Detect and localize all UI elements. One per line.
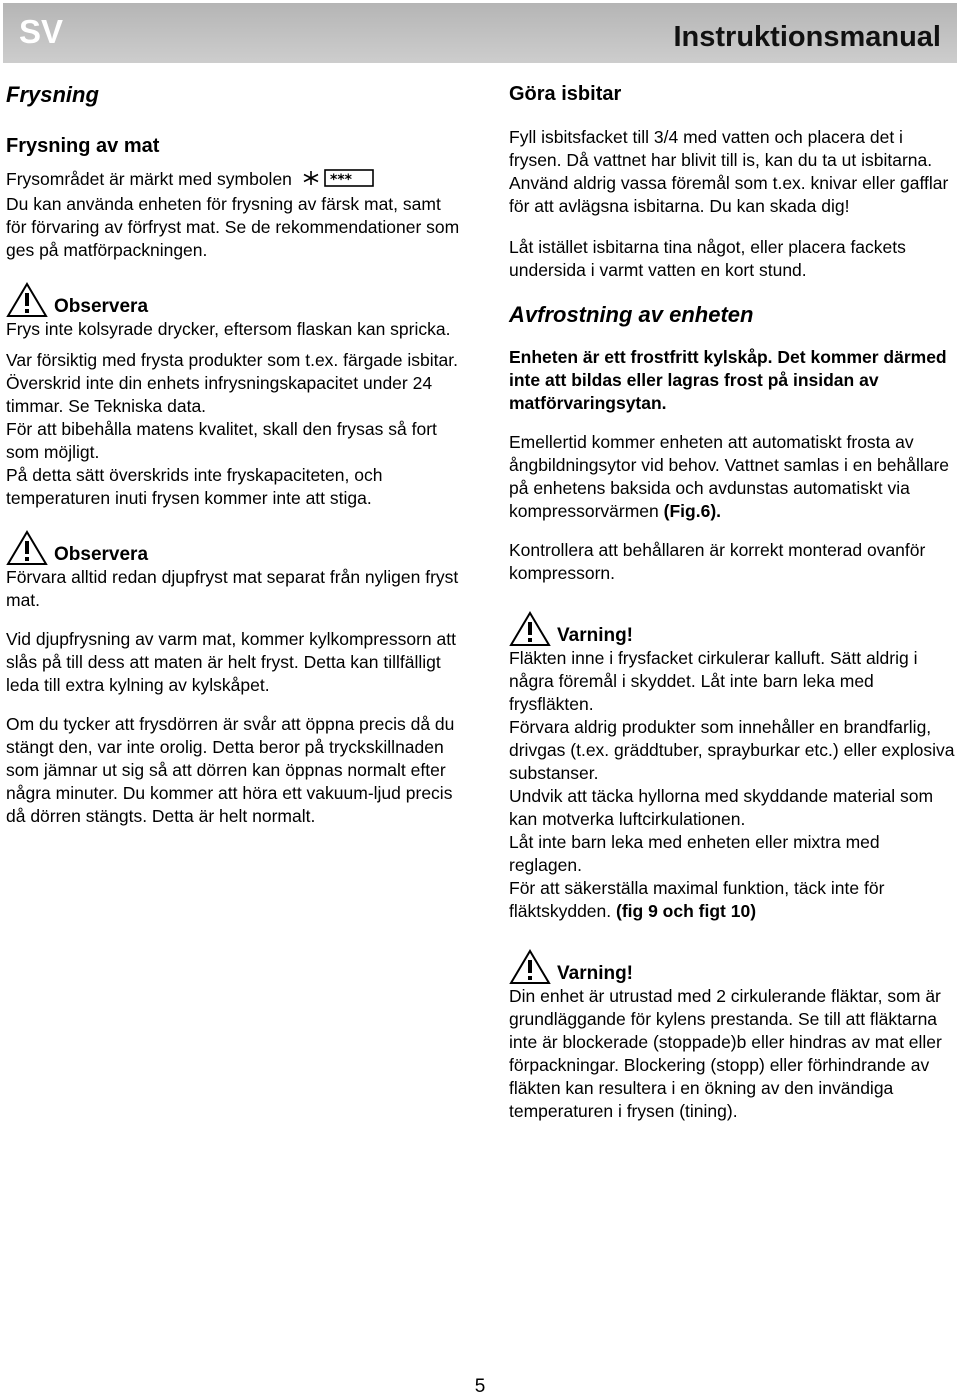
notice-text: Förvara alltid redan djupfryst mat separat från nyligen fryst mat. (6, 567, 459, 610)
check-text: Kontrollera att behållaren är korrekt monterad ovanför kompressorn. (509, 540, 926, 583)
quality-text: För att bibehålla matens kvalitet, skall den frysas så fort som möjligt. (6, 419, 437, 462)
language-code: SV (19, 13, 64, 50)
door-text: Om du tycker att frysdörren är svår att öppna precis då du stängt den, var inte orolig. Detta beror på tryckskillnaden som jämnar ut sig så att dörren kan öppnas normalt efter några minuter. Du kommer att höra ett vakuum-ljud precis då dörren stängts. Detta är helt normalt. (6, 714, 455, 826)
notice-label: Observera (54, 296, 149, 317)
warning-text-4: Låt inte barn leka med enheten eller mixtra med reglagen. (509, 832, 880, 875)
intro-paragraph (6, 168, 466, 262)
section-title-freezing: Frysning (6, 82, 99, 107)
warning-2-text: Din enhet är utrustad med 2 cirkulerande fläktar, som är grundläggande för kylens prestanda. Se till att fläktarna inte är blockerade (stoppade)b eller hindras av mat eller förpackningar. Blockering (stopp) eller förhindrande av fläkten kan resultera i en ökning av den invändiga temperaturen i frysen (tining). (509, 986, 942, 1121)
warning-text-2: Förvara aldrig produkter som innehåller en brandfarlig, drivgas (t.ex. gräddtuber, sprayburkar etc.) eller explosiva substanser. (509, 717, 955, 783)
page-number: 5 (474, 1376, 486, 1397)
ice-text-2: Låt istället isbitarna tina något, eller placera fackets undersida i varmt vatten en kort stund. (509, 237, 906, 280)
warning-text-5-body: För att säkerställa maximal funktion, täck inte för fläktskydden. (509, 878, 885, 921)
warning-label: Varning! (557, 625, 634, 646)
capacity-text: Överskrid inte din enhets infrysningskapacitet under 24 timmar. Se Tekniska data. (6, 373, 433, 416)
notice-observe-1 (6, 278, 466, 318)
ice-text: Fyll isbitsfacket till 3/4 med vatten och placera det i frysen. Då vattnet har blivit till is, kan du ta ut isbitarna. Använd aldrig vassa föremål som t.ex. knivar eller gafflar för att avlägsna isbitarna. Du kan skada dig! (509, 127, 949, 216)
deepfreeze-text: Vid djupfrysning av varm mat, kommer kylkompressorn att slås på till dess att maten är helt fryst. Detta kan tillfälligt leda till extra kylning av kylskåpet. (6, 629, 456, 695)
svg-text:***: *** (329, 172, 352, 187)
warning-block-2 (509, 945, 955, 985)
defrost-paragraph (509, 431, 955, 523)
warning-text-1: Fläkten inne i frysfacket cirkulerar kalluft. Sätt aldrig i några föremål i skyddet. Låt inte barn leka med frysfläkten. (509, 648, 918, 714)
notice-label: Observera (54, 544, 149, 565)
subtitle-freezing-food: Frysning av mat (6, 135, 160, 157)
defrost-text: Emellertid kommer enheten att automatiskt frosta av ångbildningsytor vid behov. Vattnet samlas i en behållare på enhetens baksida och avdunstas automatiskt via kompressorvärmen (509, 432, 950, 521)
defrost-bold-text: Enheten är ett frostfritt kylskåp. Det kommer därmed inte att bildas eller lagras frost på insidan av matförvaringsytan. (509, 347, 947, 413)
warning-text-3: Undvik att täcka hyllorna med skyddande material som kan motverka luftcirkulationen. (509, 786, 934, 829)
warning-triangle-icon (509, 949, 551, 985)
four-star-freezer-icon (301, 169, 375, 193)
method-text: På detta sätt överskrids inte fryskapaciteten, och temperaturen inuti frysen kommer inte att stiga. (6, 465, 383, 508)
defrost-figure-ref: (Fig.6). (663, 501, 722, 521)
right-column (509, 80, 955, 1123)
notice-observe-2 (6, 526, 466, 566)
intro-line: Frysområdet är märkt med symbolen (6, 169, 292, 189)
warning-figure-ref: (fig 9 och figt 10) (616, 901, 757, 921)
careful-text: Var försiktig med frysta produkter som t.ex. färgade isbitar. (6, 350, 458, 370)
warning-triangle-icon (6, 282, 48, 318)
manual-title: Instruktionsmanual (673, 21, 941, 53)
warning-label: Varning! (557, 963, 634, 984)
notice-text: Frys inte kolsyrade drycker, eftersom flaskan kan spricka. (6, 319, 451, 339)
left-column (6, 80, 466, 828)
page-header (3, 3, 957, 63)
warning-triangle-icon (6, 530, 48, 566)
subtitle-ice-cubes: Göra isbitar (509, 83, 622, 105)
warning-text-5 (509, 877, 955, 923)
warning-block-1 (509, 607, 955, 647)
warning-triangle-icon (509, 611, 551, 647)
intro-rest: Du kan använda enheten för frysning av färsk mat, samt för förvaring av förfryst mat. Se de rekommendationer som ges på matförpackningen. (6, 194, 460, 260)
section-title-defrost: Avfrostning av enheten (509, 302, 754, 327)
